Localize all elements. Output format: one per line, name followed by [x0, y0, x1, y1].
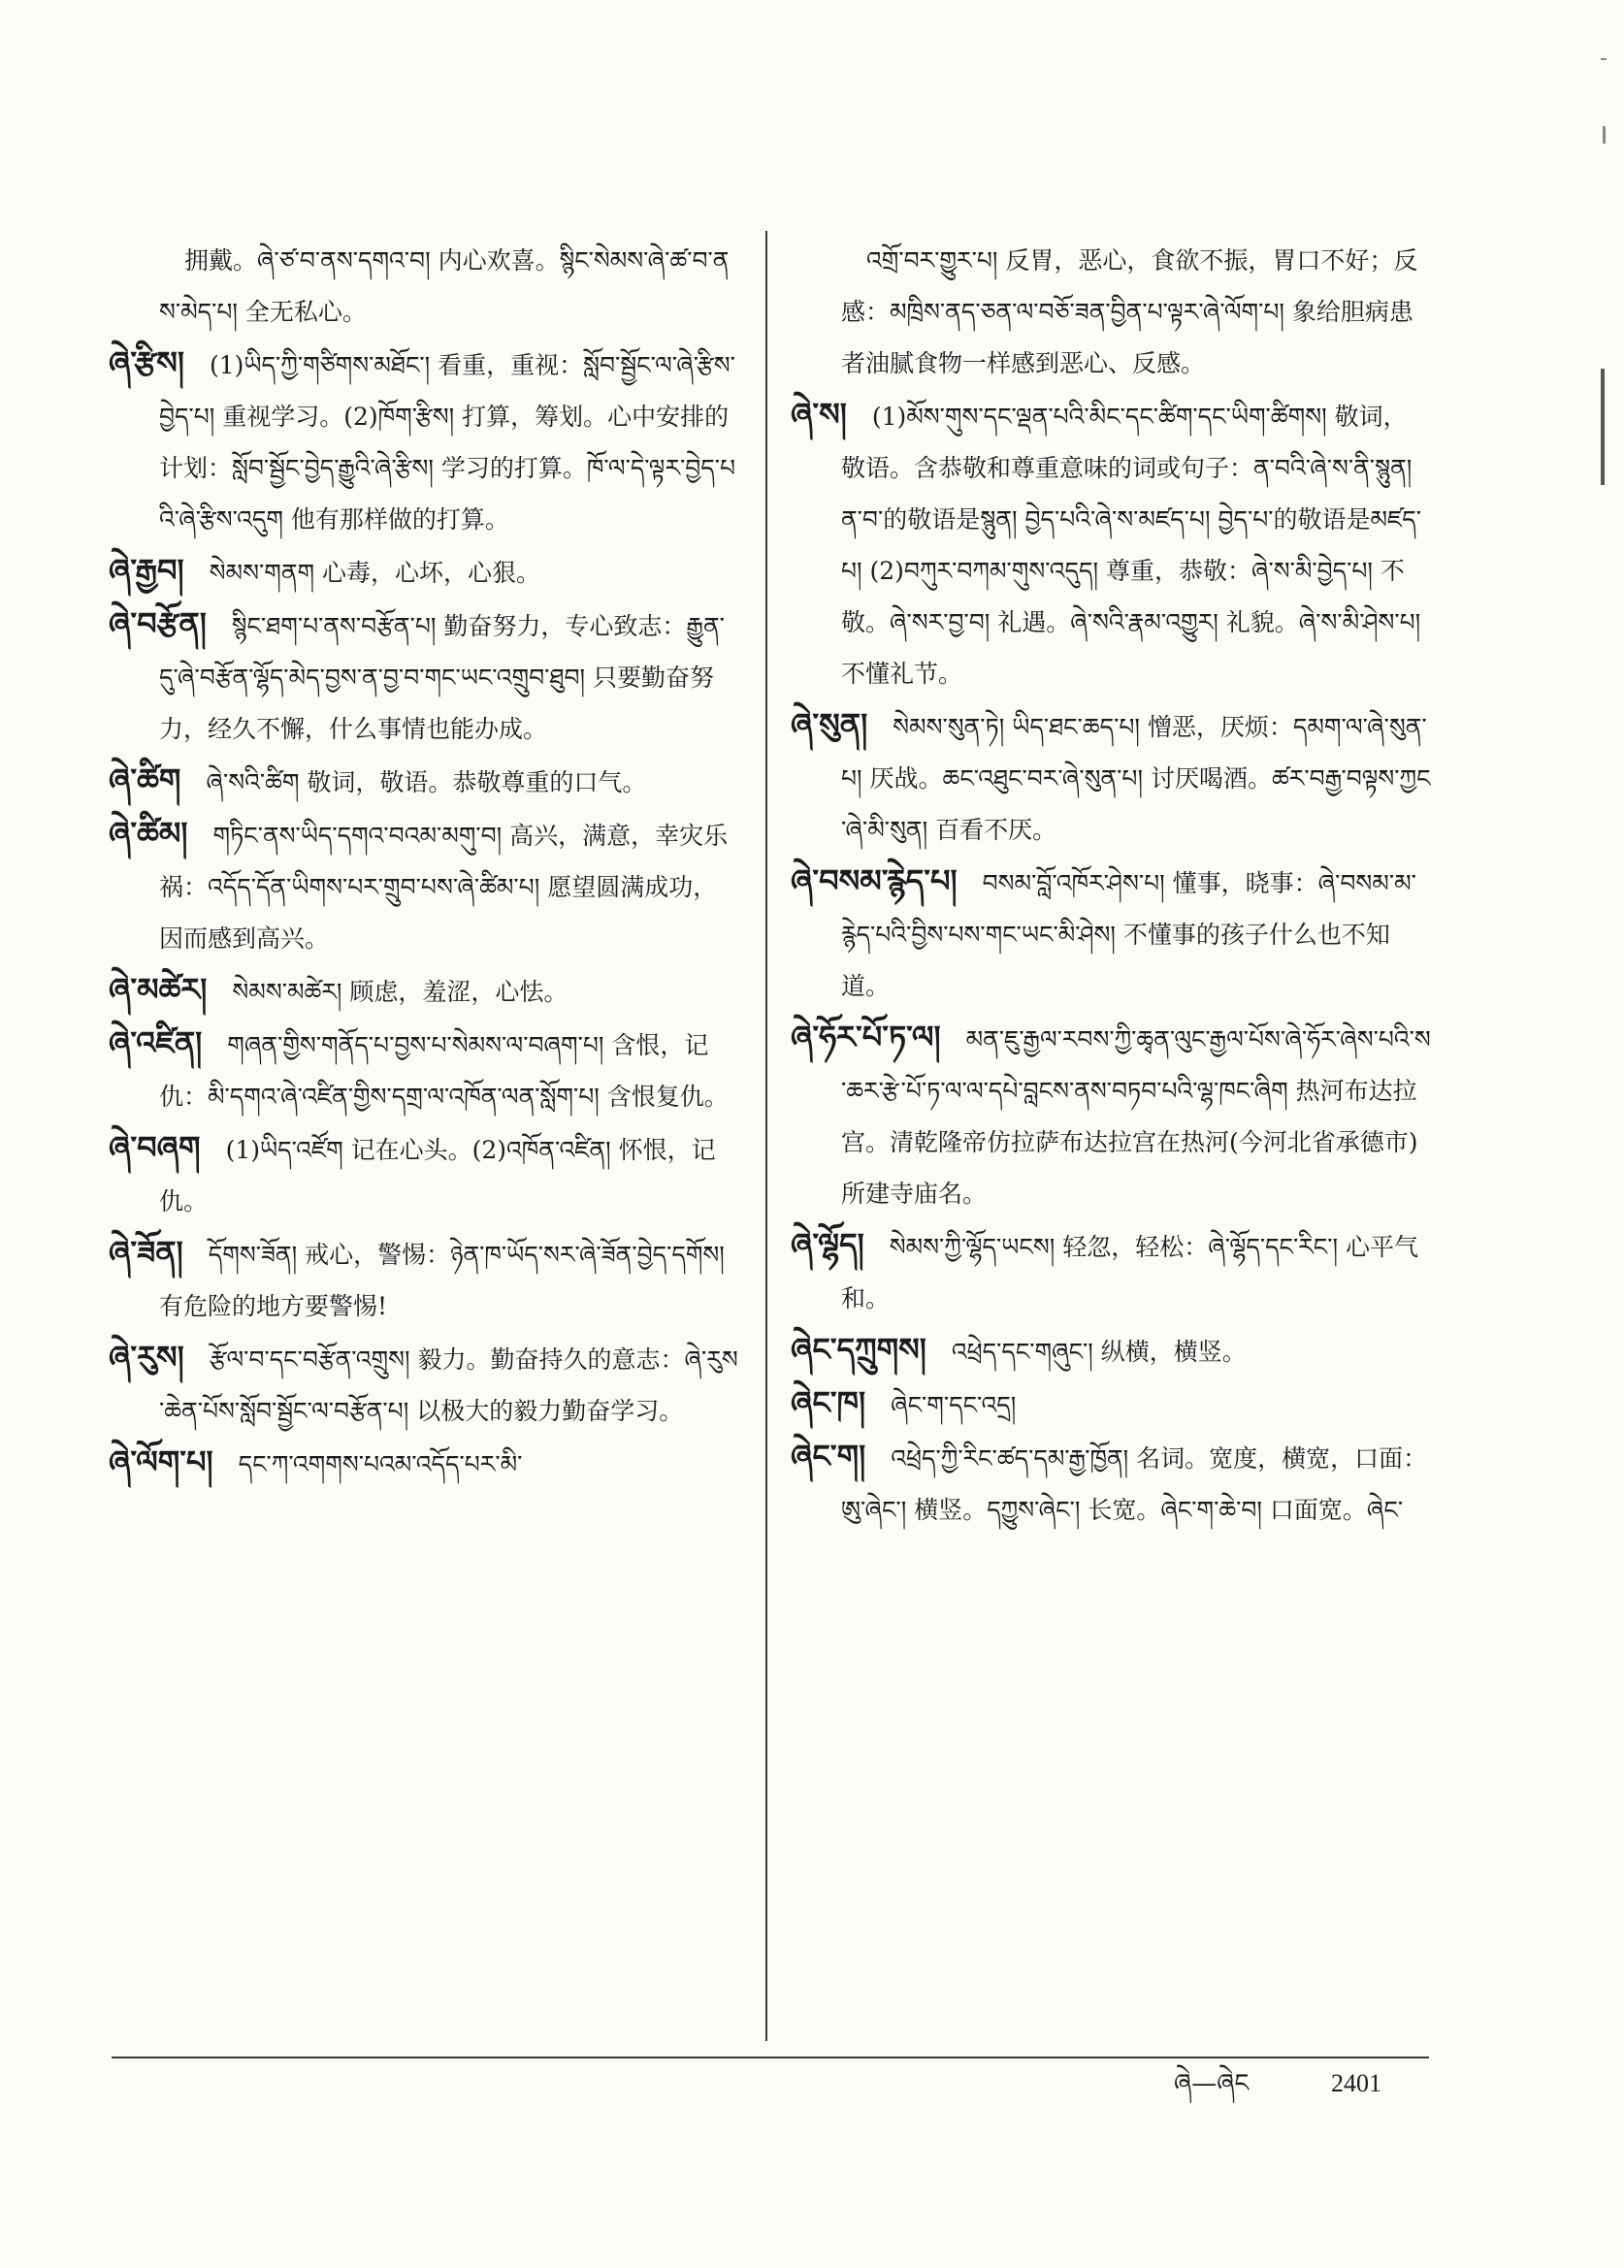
entry-headword: ཞེ་ས།: [791, 396, 847, 433]
dictionary-entry: [109, 1227, 739, 1332]
dictionary-entry: [791, 1431, 1431, 1536]
entry-text: (1)ཡིད་འཛོག 记在心头。(2)འཁོན་འཛིན། 怀恨，记仇。: [159, 1136, 716, 1215]
column-divider: [765, 231, 767, 2041]
entry-headword: ཞེ་ལྷོད།: [791, 1226, 864, 1263]
dictionary-entry: [791, 856, 1431, 1012]
entry-headword: ཞེ་ཟོན།: [109, 1234, 183, 1271]
entry-text: དང་ཀ་འགགས་པའམ་འདོད་པར་མི་: [238, 1450, 523, 1478]
entry-headword: ཞེ་བཞག: [109, 1129, 201, 1166]
entry-headword: ཞེ་ཚིམ།: [109, 815, 188, 852]
dictionary-entry: [791, 1012, 1431, 1219]
entry-headword: ཞེ་འཛིན།: [109, 1024, 203, 1061]
entry-text: (1)ཡིད་ཀྱི་གཙིགས་མཐོང་། 看重，重视：སློབ་སྦྱོང་ལ་ཞེ་རྩིས་བྱེད་པ། 重视学习。(2)ཁོག་རྩིས། 打算，筹划。心中安排的计划：སློབ་སྦྱོང་བྱེད་རྒྱུའི་ཞེ་རྩིས། 学习的打算。ཁོ་ལ་དེ་ལྟར་བྱེད་པའི་ཞེ་རྩིས་འདུག 他有那样做的打算。: [159, 351, 736, 534]
entry-headword: ཞེ་བརྩོན།: [109, 605, 207, 642]
entry-headword: ཞེ་བསམ་རྙེད་པ།: [791, 862, 958, 899]
entry-text: ཞེ་སའི་ཚིག 敬词，敬语。恭敬尊重的口气。: [206, 768, 647, 796]
scan-mark: [1601, 369, 1605, 485]
dictionary-entry: [109, 545, 739, 599]
scan-mark: [1603, 126, 1606, 144]
entry-text: རྩོལ་བ་དང་བརྩོན་འགྲུས། 毅力。勤奋持久的意志：ཞེ་རུས་ཆེན་པོས་སློབ་སྦྱོང་ལ་བརྩོན་པ། 以极大的毅力勤奋学习。: [159, 1345, 738, 1425]
dictionary-entry: [109, 1018, 739, 1122]
dictionary-entry: [109, 964, 739, 1018]
dictionary-entry: [109, 755, 739, 808]
entry-headword: ཞེ་རྒྱབ།: [109, 552, 184, 589]
left-column: [109, 233, 739, 2037]
dictionary-entry: [791, 389, 1431, 699]
dictionary-entry: [109, 808, 739, 964]
entry-text: སྙིང་ཐག་པ་ནས་བརྩོན་པ། 勤奋努力，专心致志：རྒྱུན་དུ་ཞེ་བརྩོན་ལྷོད་མེད་བྱས་ན་བྱ་བ་གང་ཡང་འགྲུབ་ཐུབ། 只要勤奋努力，经久不懈，什么事情也能办成。: [159, 612, 725, 743]
entry-text: སེམས་གནག 心毒，心坏，心狠。: [209, 559, 541, 587]
dictionary-entry: [109, 233, 739, 338]
entry-headword: ཞེ་ཚིག: [109, 761, 181, 798]
dictionary-entry: [791, 233, 1431, 389]
entry-text: དོགས་ཟོན། 戒心，警惕：ཉེན་ཁ་ཡོད་སར་ཞེ་ཟོན་བྱེད་དགོས། 有危险的地方要警惕!: [159, 1241, 725, 1320]
entry-headword: ཞེ་ཧོར་པོ་ཏ་ལ།: [791, 1019, 941, 1055]
dictionary-entry: [109, 338, 739, 545]
entry-text: འགྲོ་བར་གྱུར་པ། 反胃，恶心，食欲不振，胃口不好；反感：མཁྲིས་ནད་ཅན་ལ་བཅོ་ཟན་བྱིན་པ་ལྟར་ཞེ་ལོག་པ། 象给胆病患者油腻食物一样感到恶心、反感。: [841, 246, 1418, 377]
entry-headword: ཞེ་རྩིས།: [109, 344, 184, 381]
entry-text: མན་ཇུ་རྒྱལ་རབས་ཀྱི་ཆྭན་ལུང་རྒྱལ་པོས་ཞེ་ཧོར་ཞེས་པའི་ས་ཆར་རྩེ་པོ་ཏ་ལ་ལ་དཔེ་བླངས་ནས་བཏབ་པའི་ལྷ་ཁང་ཞིག 热河布达拉宫。清乾隆帝仿拉萨布达拉宫在热河(今河北省承德市)所建寺庙名。: [841, 1025, 1431, 1208]
dictionary-entry: [791, 699, 1431, 856]
footer-entry-range: ཞེ—ཞེང: [1174, 2069, 1250, 2098]
dictionary-entry: [791, 1377, 1431, 1431]
entry-text: (1)མོས་གུས་དང་ལྡན་པའི་མིང་དང་ཚིག་དང་ཡིག་ཚིགས། 敬词，敬语。含恭敬和尊重意味的词或句子：ན་བའི་ཞེ་ས་ནི་སྙུན། ན་བ་的敬语是སྙུན། བྱེད་པའི་ཞེ་ས་མཛད་པ། བྱེད་པ་的敬语是མཛད་པ། (2)བཀུར་བཀམ་གུས་འདུད། 尊重，恭敬：ཞེ་ས་མི་བྱེད་པ། 不敬。ཞེ་སར་བྱ་བ། 礼遇。ཞེ་སའི་རྣམ་འགྱུར། 礼貌。ཞེ་ས་མི་ཤེས་པ། 不懂礼节。: [841, 403, 1421, 688]
dictionary-entry: [109, 1332, 739, 1437]
entry-headword: ཞེང་ཁ།: [791, 1384, 866, 1421]
dictionary-entry: [109, 1122, 739, 1227]
entry-headword: ཞེང་དཀྲུགས།: [791, 1331, 926, 1368]
entry-text: གཞན་གྱིས་གནོད་པ་བྱས་པ་སེམས་ལ་བཞག་པ། 含恨，记仇：མི་དགའ་ཞེ་འཛིན་གྱིས་དགྲ་ལ་འཁོན་ལན་སློག་པ། 含恨复仇。: [159, 1031, 729, 1111]
entry-text: འཕྲེད་དང་གཞུང་། 纵横，横竖。: [951, 1338, 1247, 1366]
entry-headword: ཞེ་རུས།: [109, 1339, 184, 1376]
footer-rule: [112, 2057, 1429, 2058]
entry-headword: ཞེ་ལོག་པ།: [109, 1443, 213, 1480]
dictionary-entry: [791, 1219, 1431, 1324]
entry-headword: ཞེ་སུན།: [791, 706, 868, 743]
dictionary-entry: [109, 599, 739, 755]
right-column: [791, 233, 1431, 2037]
page-number: 2401: [1331, 2069, 1381, 2097]
entry-headword: ཞེ་མཚེར།: [109, 971, 208, 1008]
entry-text: སེམས་མཚེར། 顾虑，羞涩，心怯。: [232, 978, 568, 1006]
entry-headword: ཞེང་ག།: [791, 1438, 866, 1474]
entry-text: འཕྲེད་ཀྱི་རིང་ཚད་དམ་རྒྱ་ཁྱོན། 名词。宽度，横宽，口面：ཨུ་ཞེང་། 横竖。དཀྱུས་ཞེང་། 长宽。ཞེང་ག་ཆེ་བ། 口面宽。ཞེང་: [841, 1444, 1428, 1524]
entry-text: ཞེང་ག་དང་འདྲ།: [891, 1391, 1017, 1419]
dictionary-entry: [109, 1437, 739, 1490]
scan-mark: [1601, 58, 1607, 60]
dictionary-entry: [791, 1324, 1431, 1377]
entry-text: བསམ་བློ་འཁོར་ཤེས་པ། 懂事，晓事：ཞེ་བསམ་མ་རྙེད་པའི་བྱིས་པས་གང་ཡང་མི་ཤེས། 不懂事的孩子什么也不知道。: [841, 869, 1416, 1000]
entry-text: སེམས་ཀྱི་ལྷོད་ཡངས། 轻忽，轻松：ཞེ་ལྷོད་དང་རིང་། 心平气和。: [841, 1233, 1418, 1312]
entry-text: སེམས་སུན་ཏེ། ཡིད་ཐང་ཆད་པ། 憎恶，厌烦：དམག་ལ་ཞེ་སུན་པ། 厌战。ཆང་འཐུང་བར་ཞེ་སུན་པ། 讨厌喝酒。ཚར་བརྒྱ་བལྟས་ཀྱང་ཞེ་མི་སུན། 百看不厌。: [841, 713, 1431, 844]
entry-text: 拥戴。ཞེ་ཙ་བ་ནས་དགའ་བ། 内心欢喜。སྙིང་སེམས་ཞེ་ཚ་བ་ནས་མེད་པ། 全无私心。: [159, 246, 730, 326]
entry-text: གཏིང་ནས་ཡིད་དགའ་བའམ་མགུ་བ། 高兴，满意，幸灾乐祸：འདོད་དོན་ཡིགས་པར་གྲུབ་པས་ཞེ་ཚིམ་པ། 愿望圆满成功，因而感到高兴。: [159, 822, 729, 953]
